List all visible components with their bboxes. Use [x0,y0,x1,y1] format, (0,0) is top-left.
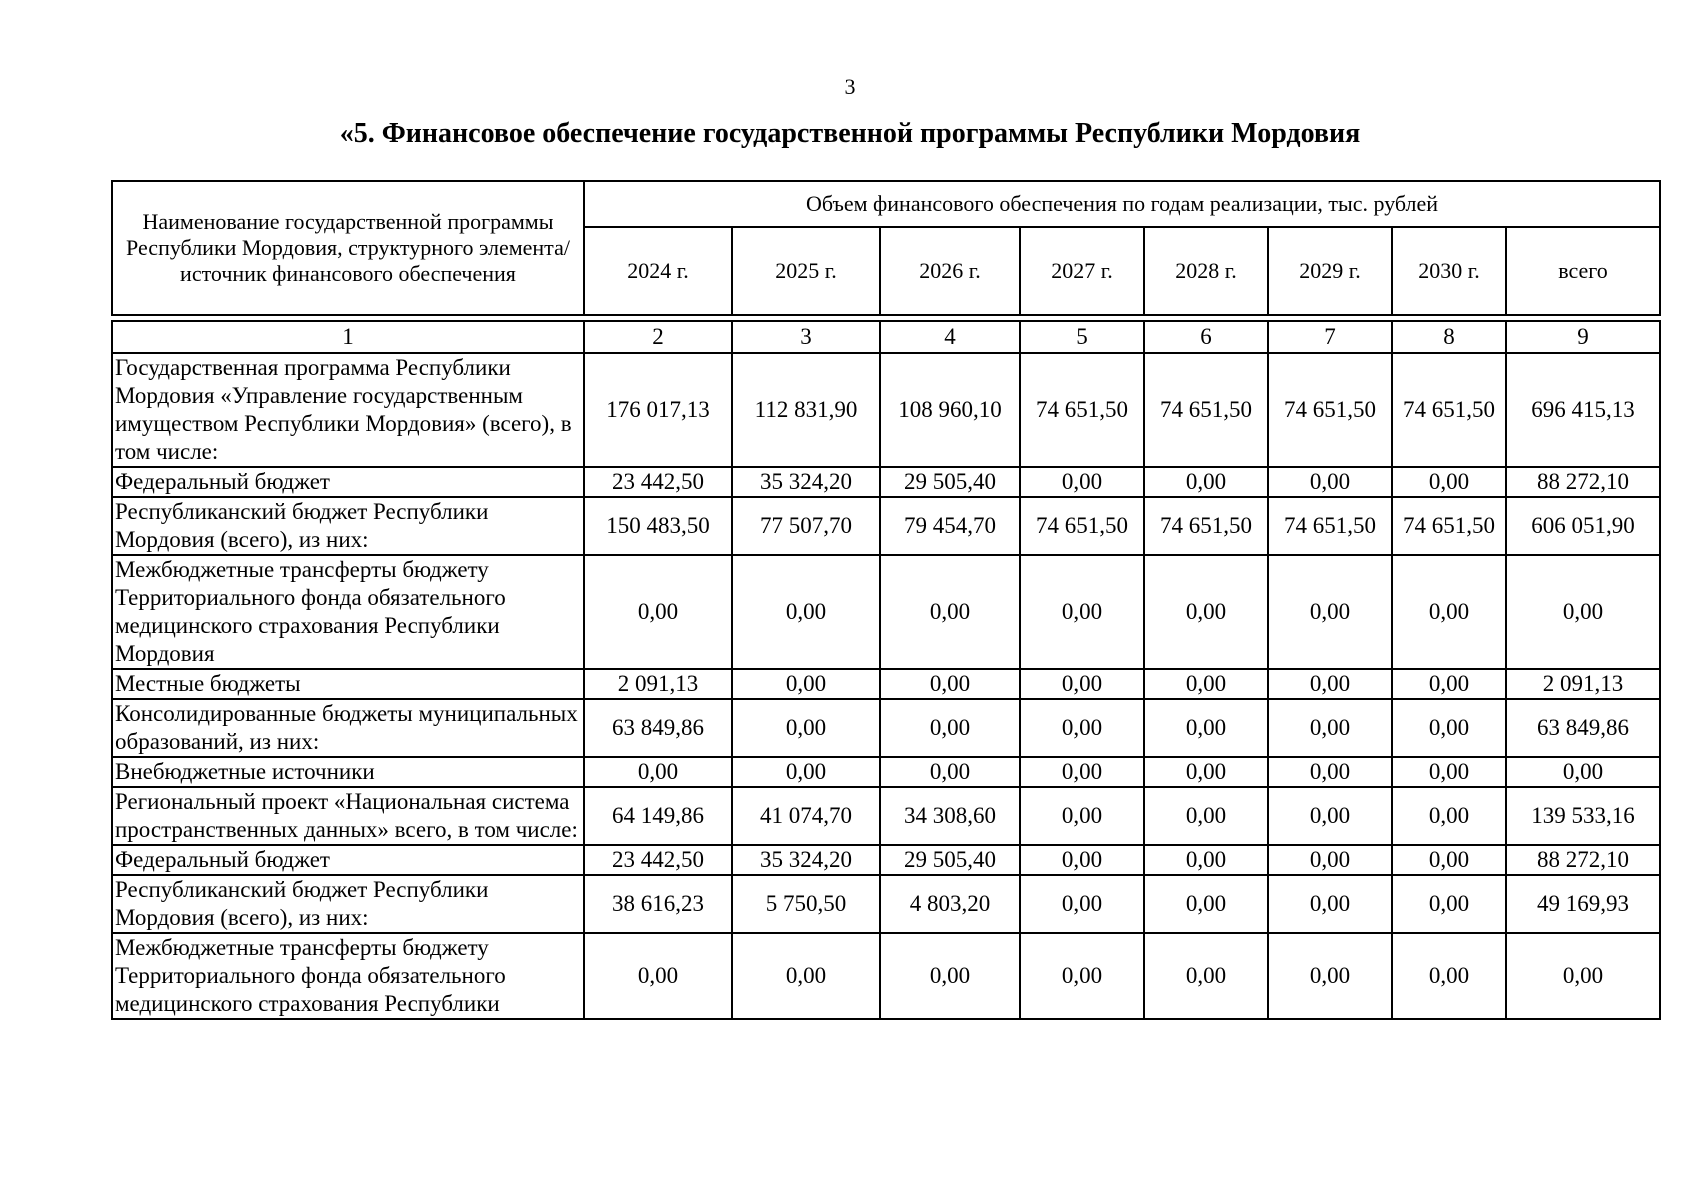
value-cell: 0,00 [1020,757,1144,787]
row-name: Региональный проект «Национальная система пространственных данных» всего, в том числе: [112,787,584,845]
year-header-total: всего [1506,227,1660,315]
value-cell: 0,00 [584,933,732,1019]
value-cell: 79 454,70 [880,497,1020,555]
value-cell: 74 651,50 [1392,353,1506,467]
table-row [112,353,1660,467]
column-number: 8 [1392,321,1506,353]
year-header-2030: 2030 г. [1392,227,1506,315]
value-cell: 0,00 [1392,555,1506,669]
value-cell: 0,00 [732,757,880,787]
value-cell: 0,00 [1268,845,1392,875]
row-name: Местные бюджеты [112,669,584,699]
row-name: Федеральный бюджет [112,467,584,497]
value-cell: 0,00 [880,699,1020,757]
value-cell: 0,00 [1392,467,1506,497]
value-cell: 0,00 [732,699,880,757]
table-row [112,497,1660,555]
value-cell: 0,00 [1144,787,1268,845]
value-cell: 606 051,90 [1506,497,1660,555]
row-name: Межбюджетные трансферты бюджету Территориального фонда обязательного медицинского страхования Республики Мордовия [112,555,584,669]
table-row [112,699,1660,757]
table-row [112,933,1660,1019]
value-cell: 88 272,10 [1506,467,1660,497]
value-cell: 74 651,50 [1268,353,1392,467]
value-cell: 0,00 [1020,699,1144,757]
year-header-2029: 2029 г. [1268,227,1392,315]
column-number: 3 [732,321,880,353]
name-column-header: Наименование государственной программы Республики Мордовия, структурного элемента/источник финансового обеспечения [112,181,584,315]
value-cell: 0,00 [1392,757,1506,787]
value-cell: 0,00 [1144,875,1268,933]
value-cell: 112 831,90 [732,353,880,467]
value-cell: 0,00 [880,669,1020,699]
value-cell: 0,00 [1144,555,1268,669]
table-row [112,555,1660,669]
value-cell: 74 651,50 [1020,497,1144,555]
value-cell: 74 651,50 [1268,497,1392,555]
value-cell: 696 415,13 [1506,353,1660,467]
value-cell: 29 505,40 [880,845,1020,875]
table-row [112,875,1660,933]
column-number: 9 [1506,321,1660,353]
value-cell: 0,00 [1392,669,1506,699]
column-number-row [112,321,1660,353]
value-cell: 0,00 [1392,787,1506,845]
value-cell: 74 651,50 [1144,353,1268,467]
value-cell: 63 849,86 [1506,699,1660,757]
value-cell: 0,00 [880,555,1020,669]
value-cell: 0,00 [1392,845,1506,875]
value-cell: 63 849,86 [584,699,732,757]
funding-group-header: Объем финансового обеспечения по годам реализации, тыс. рублей [584,181,1660,227]
table-row [112,845,1660,875]
column-number: 6 [1144,321,1268,353]
value-cell: 23 442,50 [584,845,732,875]
column-number: 5 [1020,321,1144,353]
year-header-2028: 2028 г. [1144,227,1268,315]
financing-table [111,180,1661,1020]
year-header-2027: 2027 г. [1020,227,1144,315]
value-cell: 0,00 [1020,933,1144,1019]
value-cell: 139 533,16 [1506,787,1660,845]
value-cell: 0,00 [584,757,732,787]
value-cell: 77 507,70 [732,497,880,555]
value-cell: 0,00 [1268,555,1392,669]
value-cell: 4 803,20 [880,875,1020,933]
table-row [112,467,1660,497]
value-cell: 0,00 [732,555,880,669]
value-cell: 0,00 [1268,875,1392,933]
value-cell: 0,00 [1144,933,1268,1019]
value-cell: 0,00 [1020,555,1144,669]
value-cell: 2 091,13 [1506,669,1660,699]
value-cell: 0,00 [880,933,1020,1019]
value-cell: 0,00 [1020,669,1144,699]
value-cell: 64 149,86 [584,787,732,845]
value-cell: 0,00 [1506,933,1660,1019]
value-cell: 0,00 [1392,699,1506,757]
row-name: Федеральный бюджет [112,845,584,875]
value-cell: 0,00 [1268,669,1392,699]
value-cell: 108 960,10 [880,353,1020,467]
value-cell: 38 616,23 [584,875,732,933]
value-cell: 0,00 [1020,875,1144,933]
value-cell: 0,00 [1144,845,1268,875]
value-cell: 0,00 [1268,787,1392,845]
section-title: «5. Финансовое обеспечение государственной программы Республики Мордовия [339,118,1361,149]
value-cell: 0,00 [1020,845,1144,875]
row-name: Республиканский бюджет Республики Мордовия (всего), из них: [112,497,584,555]
value-cell: 0,00 [1020,467,1144,497]
value-cell: 5 750,50 [732,875,880,933]
year-header-2024: 2024 г. [584,227,732,315]
page-number: 3 [844,74,856,99]
value-cell: 0,00 [1506,757,1660,787]
value-cell: 23 442,50 [584,467,732,497]
row-name: Межбюджетные трансферты бюджету Территориального фонда обязательного медицинского страхования Республики [112,933,584,1019]
value-cell: 41 074,70 [732,787,880,845]
column-number: 4 [880,321,1020,353]
value-cell: 0,00 [1268,933,1392,1019]
header-row-1 [112,181,1660,227]
value-cell: 0,00 [732,933,880,1019]
value-cell: 34 308,60 [880,787,1020,845]
column-number: 7 [1268,321,1392,353]
row-name: Республиканский бюджет Республики Мордовия (всего), из них: [112,875,584,933]
value-cell: 0,00 [732,669,880,699]
table-row [112,787,1660,845]
value-cell: 49 169,93 [1506,875,1660,933]
column-number: 2 [584,321,732,353]
row-name: Государственная программа Республики Мордовия «Управление государственным имуществом Республики Мордовия» (всего), в том числе: [112,353,584,467]
value-cell: 74 651,50 [1144,497,1268,555]
value-cell: 29 505,40 [880,467,1020,497]
row-name: Внебюджетные источники [112,757,584,787]
value-cell: 74 651,50 [1020,353,1144,467]
value-cell: 0,00 [1268,699,1392,757]
year-header-2026: 2026 г. [880,227,1020,315]
value-cell: 74 651,50 [1392,497,1506,555]
value-cell: 0,00 [1144,757,1268,787]
row-name: Консолидированные бюджеты муниципальных образований, из них: [112,699,584,757]
value-cell: 0,00 [1144,699,1268,757]
value-cell: 35 324,20 [732,467,880,497]
value-cell: 0,00 [1392,875,1506,933]
value-cell: 35 324,20 [732,845,880,875]
value-cell: 0,00 [1268,757,1392,787]
value-cell: 0,00 [1020,787,1144,845]
table-row [112,757,1660,787]
value-cell: 0,00 [1144,467,1268,497]
value-cell: 0,00 [880,757,1020,787]
value-cell: 0,00 [1506,555,1660,669]
value-cell: 0,00 [1144,669,1268,699]
value-cell: 0,00 [1392,933,1506,1019]
value-cell: 0,00 [1268,467,1392,497]
value-cell: 88 272,10 [1506,845,1660,875]
value-cell: 2 091,13 [584,669,732,699]
column-number: 1 [112,321,584,353]
value-cell: 176 017,13 [584,353,732,467]
value-cell: 150 483,50 [584,497,732,555]
year-header-2025: 2025 г. [732,227,880,315]
table-row [112,669,1660,699]
value-cell: 0,00 [584,555,732,669]
